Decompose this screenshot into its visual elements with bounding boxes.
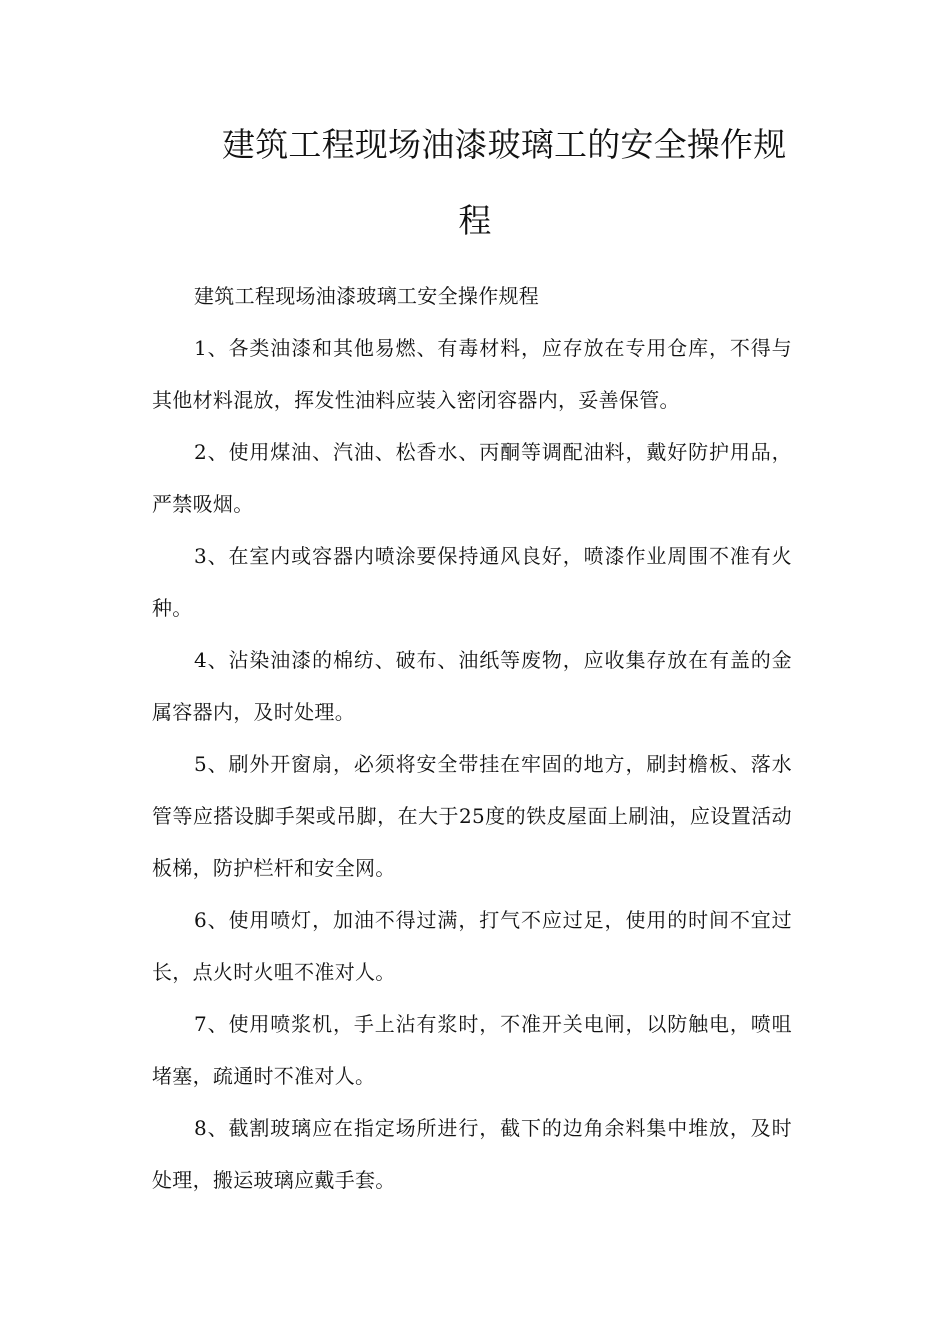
paragraph-4: 4、沾染油漆的棉纺、破布、油纸等废物，应收集存放在有盖的金属容器内，及时处理。: [152, 648, 792, 724]
title-line-1: 建筑工程现场油漆玻璃工的安全操作规: [222, 125, 787, 164]
document-subtitle: 建筑工程现场油漆玻璃工安全操作规程: [194, 284, 540, 308]
paragraph-6: 6、使用喷灯，加油不得过满，打气不应过足，使用的时间不宜过长，点火时火咀不准对人。: [152, 908, 792, 984]
paragraph-3: 3、在室内或容器内喷涂要保持通风良好，喷漆作业周围不准有火种。: [152, 544, 792, 620]
title-line-2: 程: [458, 201, 492, 240]
paragraph-5: 5、刷外开窗扇，必须将安全带挂在牢固的地方，刷封檐板、落水管等应搭设脚手架或吊脚，在大于25度的铁皮屋面上刷油，应设置活动板梯，防护栏杆和安全网。: [152, 752, 792, 880]
paragraph-8: 8、截割玻璃应在指定场所进行，截下的边角余料集中堆放，及时处理，搬运玻璃应戴手套。: [152, 1116, 792, 1192]
paragraph-1: 1、各类油漆和其他易燃、有毒材料，应存放在专用仓库，不得与其他材料混放，挥发性油料应装入密闭容器内，妥善保管。: [152, 336, 792, 412]
document-body: [152, 270, 792, 1206]
document-title: [150, 107, 800, 259]
paragraph-7: 7、使用喷浆机，手上沾有浆时，不准开关电闸，以防触电，喷咀堵塞，疏通时不准对人。: [152, 1012, 792, 1088]
paragraph-2: 2、使用煤油、汽油、松香水、丙酮等调配油料，戴好防护用品，严禁吸烟。: [152, 440, 792, 516]
